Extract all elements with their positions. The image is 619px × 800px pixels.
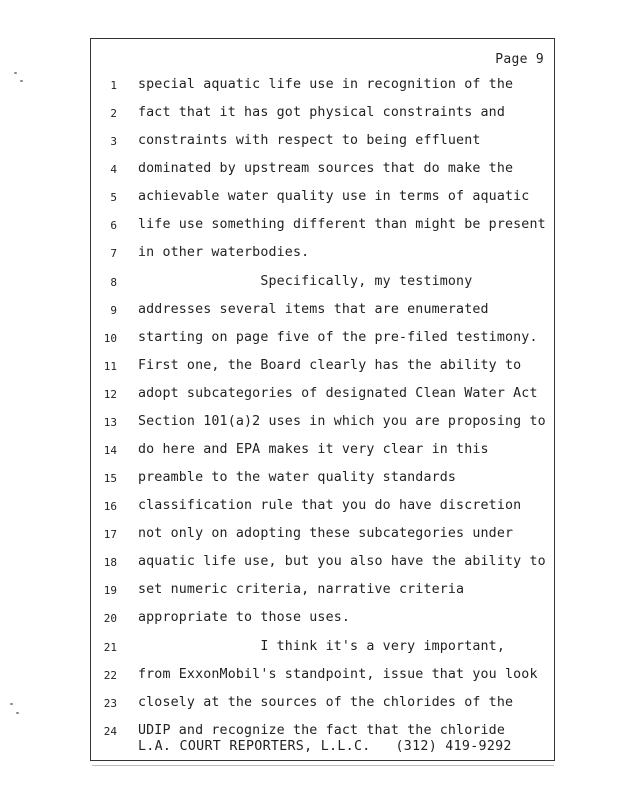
line-text: addresses several items that are enumerated xyxy=(138,302,489,317)
transcript-line xyxy=(91,498,556,518)
line-text: classification rule that you do have discretion xyxy=(138,498,522,513)
line-number: 17 xyxy=(103,528,117,541)
line-text: First one, the Board clearly has the ability to xyxy=(138,358,522,373)
line-number: 21 xyxy=(103,641,117,654)
line-text: preamble to the water quality standards xyxy=(138,470,457,485)
line-number: 8 xyxy=(110,276,117,289)
line-text: Specifically, my testimony xyxy=(138,274,473,289)
line-number: 5 xyxy=(110,191,117,204)
line-number: 13 xyxy=(103,416,117,429)
transcript-line xyxy=(91,105,556,125)
line-text: life use something different than might be present xyxy=(138,217,546,232)
transcript-line xyxy=(91,161,556,181)
line-text: closely at the sources of the chlorides of the xyxy=(138,695,514,710)
line-number: 4 xyxy=(110,163,117,176)
line-text: from ExxonMobil's standpoint, issue that you look xyxy=(138,667,538,682)
line-text: achievable water quality use in terms of aquatic xyxy=(138,189,530,204)
line-number: 7 xyxy=(110,247,117,260)
line-number: 12 xyxy=(103,388,117,401)
transcript-line xyxy=(91,667,556,687)
transcript-line xyxy=(91,245,556,265)
transcript-line xyxy=(91,330,556,350)
page-shadow-edge xyxy=(92,765,554,766)
line-text: UDIP and recognize the fact that the chloride xyxy=(138,723,505,738)
line-text: constraints with respect to being effluent xyxy=(138,133,481,148)
line-number: 24 xyxy=(103,725,117,738)
line-text: set numeric criteria, narrative criteria xyxy=(138,582,465,597)
line-number: 14 xyxy=(103,444,117,457)
transcript-line xyxy=(91,217,556,237)
line-text: aquatic life use, but you also have the ability to xyxy=(138,554,546,569)
line-number: 23 xyxy=(103,697,117,710)
transcript-page xyxy=(90,38,555,761)
transcript-line xyxy=(91,133,556,153)
line-number: 6 xyxy=(110,219,117,232)
line-number: 9 xyxy=(110,304,117,317)
line-text: appropriate to those uses. xyxy=(138,610,351,625)
line-text: do here and EPA makes it very clear in this xyxy=(138,442,489,457)
transcript-line xyxy=(91,189,556,209)
line-text: dominated by upstream sources that do make the xyxy=(138,161,514,176)
line-text: not only on adopting these subcategories under xyxy=(138,526,514,541)
transcript-line xyxy=(91,695,556,715)
transcript-line xyxy=(91,386,556,406)
line-number: 22 xyxy=(103,669,117,682)
court-reporter-footer: L.A. COURT REPORTERS, L.L.C. (312) 419-9292 xyxy=(138,739,512,754)
line-number: 15 xyxy=(103,472,117,485)
scan-speck xyxy=(10,703,13,705)
transcript-line xyxy=(91,77,556,97)
line-number: 19 xyxy=(103,584,117,597)
line-text: fact that it has got physical constraints and xyxy=(138,105,505,120)
line-number: 11 xyxy=(103,360,117,373)
line-number: 2 xyxy=(110,107,117,120)
line-text: Section 101(a)2 uses in which you are proposing to xyxy=(138,414,546,429)
line-text: adopt subcategories of designated Clean Water Act xyxy=(138,386,538,401)
scan-speck xyxy=(20,80,23,82)
transcript-line xyxy=(91,470,556,490)
transcript-line xyxy=(91,639,556,659)
transcript-line xyxy=(91,610,556,630)
line-number: 20 xyxy=(103,612,117,625)
transcript-line xyxy=(91,526,556,546)
transcript-line xyxy=(91,358,556,378)
line-number: 18 xyxy=(103,556,117,569)
line-number: 3 xyxy=(110,135,117,148)
scan-speck xyxy=(16,712,19,714)
page-number: Page 9 xyxy=(495,52,544,67)
line-text: I think it's a very important, xyxy=(138,639,505,654)
transcript-line xyxy=(91,274,556,294)
transcript-line xyxy=(91,554,556,574)
transcript-line xyxy=(91,442,556,462)
transcript-line xyxy=(91,302,556,322)
line-number: 1 xyxy=(110,79,117,92)
transcript-line xyxy=(91,582,556,602)
line-number: 10 xyxy=(103,332,117,345)
transcript-line xyxy=(91,414,556,434)
scan-speck xyxy=(14,72,17,74)
line-text: starting on page five of the pre-filed testimony. xyxy=(138,330,538,345)
line-text: special aquatic life use in recognition of the xyxy=(138,77,514,92)
line-number: 16 xyxy=(103,500,117,513)
line-text: in other waterbodies. xyxy=(138,245,310,260)
